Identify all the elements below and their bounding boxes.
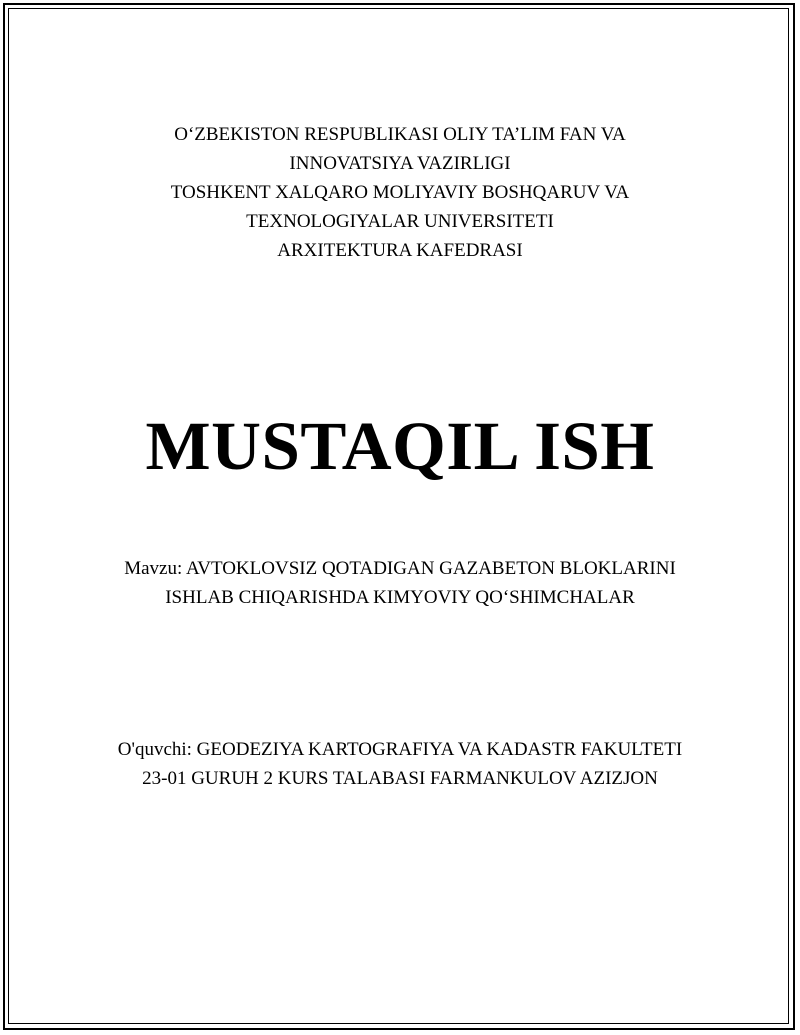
ministry-line-1: O‘ZBEKISTON RESPUBLIKASI OLIY TA’LIM FAN VA [174, 124, 626, 145]
topic-section [0, 554, 800, 612]
topic-line-2: ISHLAB CHIQARISHDA KIMYOVIY QO‘SHIMCHALAR [165, 587, 635, 608]
institution-header [0, 120, 800, 265]
topic-line-1: Mavzu: AVTOKLOVSIZ QOTADIGAN GAZABETON BLOKLARINI [124, 558, 676, 579]
student-section [0, 735, 800, 793]
student-line-1: O'quvchi: GEODEZIYA KARTOGRAFIYA VA KADASTR FAKULTETI [117, 739, 683, 760]
ministry-line-2: INNOVATSIYA VAZIRLIGI [289, 153, 511, 174]
document-title: MUSTAQIL ISH [145, 408, 655, 484]
student-line-2: 23-01 GURUH 2 KURS TALABASI FARMANKULOV AZIZJON [142, 768, 658, 789]
department-line: ARXITEKTURA KAFEDRASI [277, 240, 523, 261]
university-line-2: TEXNOLOGIYALAR UNIVERSITETI [246, 211, 554, 232]
university-line-1: TOSHKENT XALQARO MOLIYAVIY BOSHQARUV VA [170, 182, 630, 203]
